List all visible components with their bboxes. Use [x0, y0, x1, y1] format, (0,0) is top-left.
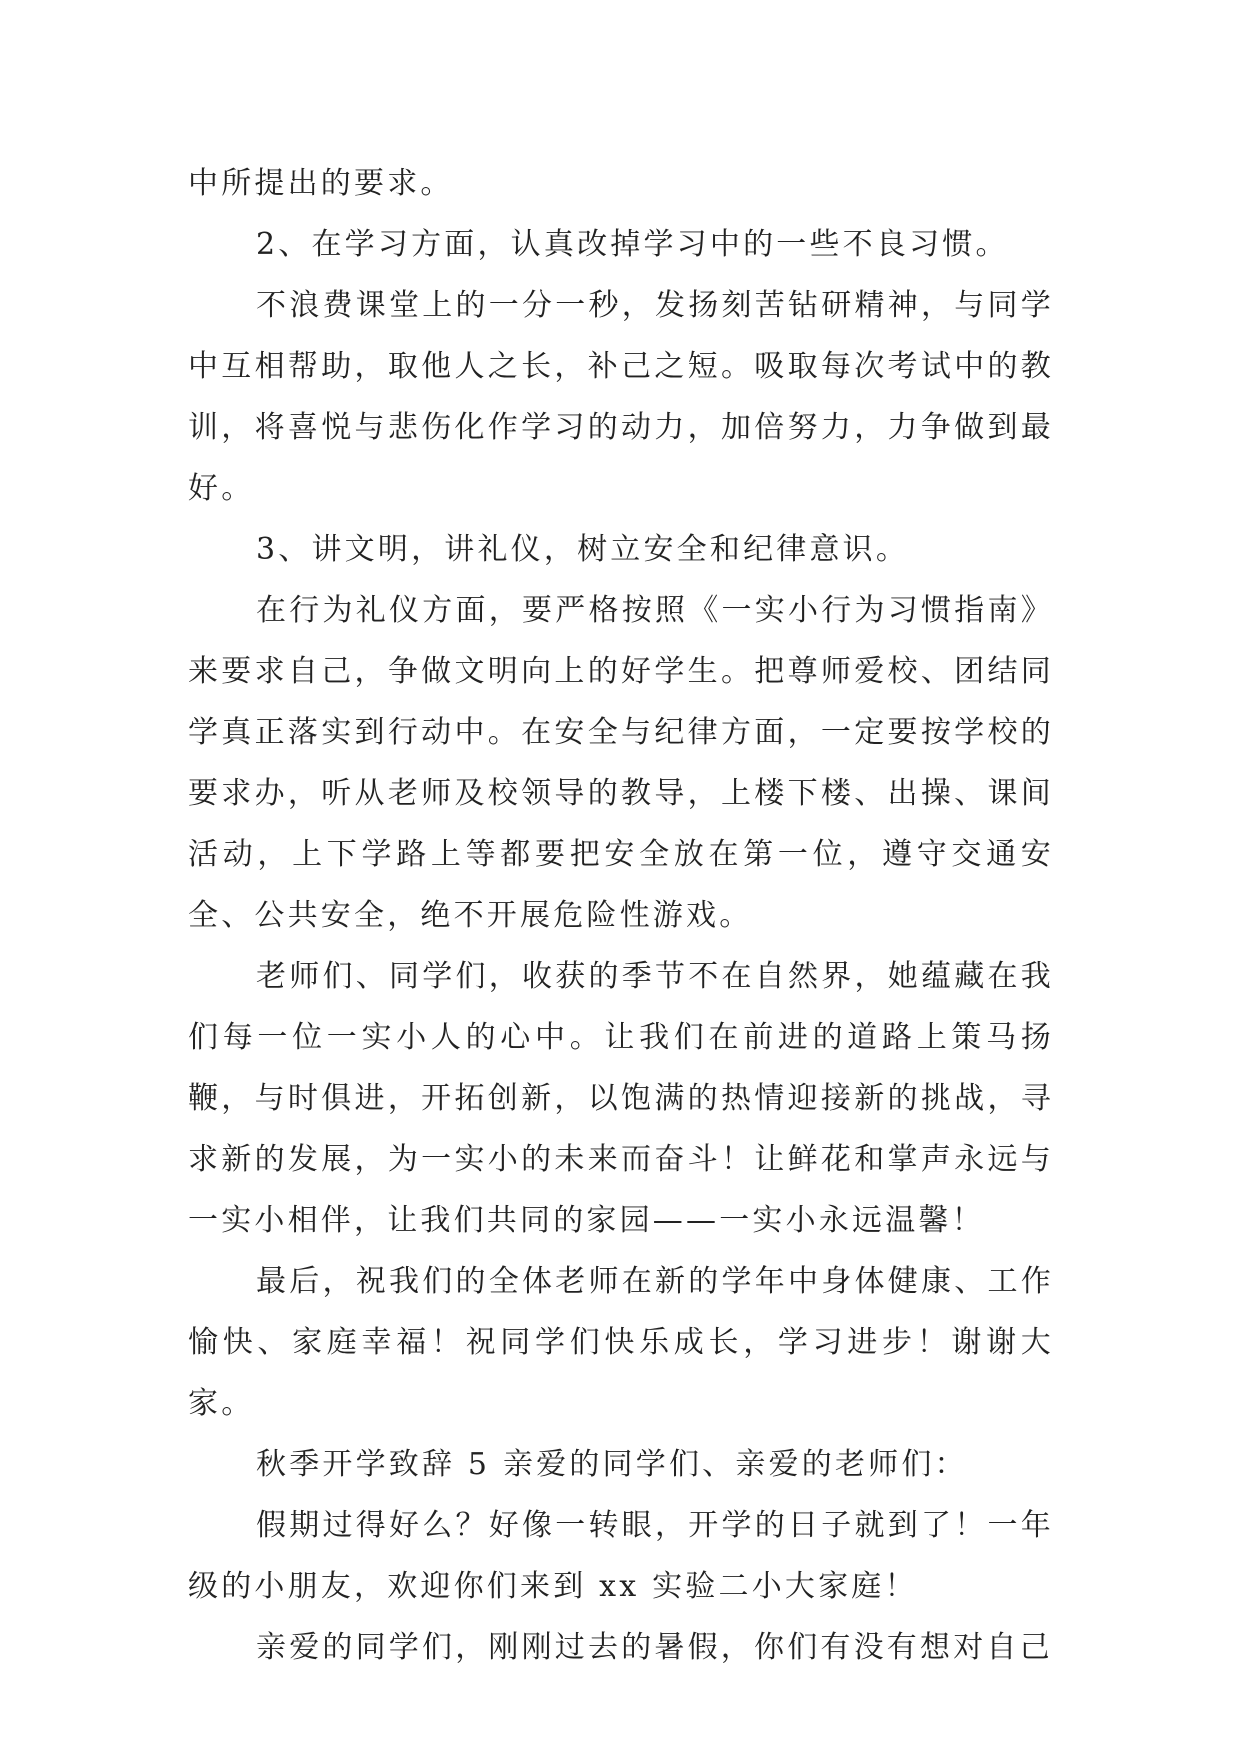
paragraph-summer: 亲爱的同学们，刚刚过去的暑假，你们有没有想对自己 — [256, 1630, 1053, 1665]
document-body — [188, 153, 1054, 1678]
paragraph-heading-study: 2、在学习方面，认真改掉学习中的一些不良习惯。 — [256, 227, 1009, 262]
paragraph-continuation: 中所提出的要求。 — [188, 166, 454, 201]
paragraph-welcome: 假期过得好么？好像一转眼，开学的日子就到了！一年级的小朋友，欢迎你们来到 xx 实验二小大家庭！ — [188, 1508, 1054, 1604]
paragraph-harvest: 老师们、同学们，收获的季节不在自然界，她蕴藏在我们每一位一实小人的心中。让我们在前进的道路上策马扬鞭，与时俱进，开拓创新，以饱满的热情迎接新的挑战，寻求新的发展，为一实小的未来而奋斗！让鲜花和掌声永远与一实小相伴，让我们共同的家园——一实小永远温馨！ — [188, 959, 1054, 1238]
paragraph-speech-title: 秋季开学致辞 5 亲爱的同学们、亲爱的老师们： — [256, 1447, 968, 1482]
paragraph-study-details: 不浪费课堂上的一分一秒，发扬刻苦钻研精神，与同学中互相帮助，取他人之长，补己之短。吸取每次考试中的教训，将喜悦与悲伤化作学习的动力，加倍努力，力争做到最好。 — [188, 288, 1054, 506]
paragraph-heading-etiquette: 3、讲文明，讲礼仪，树立安全和纪律意识。 — [256, 532, 910, 567]
paragraph-closing-wishes: 最后，祝我们的全体老师在新的学年中身体健康、工作愉快、家庭幸福！祝同学们快乐成长，学习进步！谢谢大家。 — [188, 1264, 1054, 1421]
paragraph-etiquette-details: 在行为礼仪方面，要严格按照《一实小行为习惯指南》来要求自己，争做文明向上的好学生。把尊师爱校、团结同学真正落实到行动中。在安全与纪律方面，一定要按学校的要求办，听从老师及校领导的教导，上楼下楼、出操、课间活动，上下学路上等都要把安全放在第一位，遵守交通安全、公共安全，绝不开展危险性游戏。 — [188, 593, 1054, 933]
